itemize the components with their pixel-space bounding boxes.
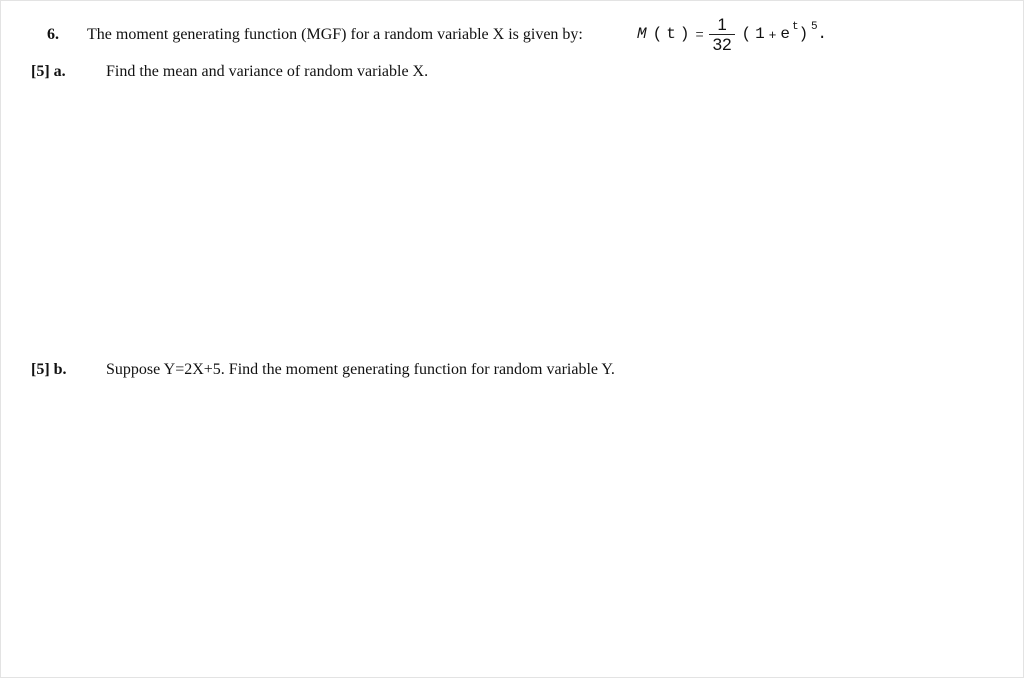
fraction-denominator: 32 (712, 34, 732, 54)
formula-outer-exponent: 5 (811, 20, 818, 32)
formula-plus: + (768, 26, 777, 42)
formula-close-paren: ) (679, 25, 690, 43)
formula-function-name: M (637, 25, 647, 43)
fraction-numerator: 1 (717, 14, 727, 34)
part-b-label: [5] b. (31, 361, 67, 378)
formula-equals: = (695, 26, 704, 42)
part-b-text: Suppose Y=2X+5. Find the moment generating function for random variable Y. (106, 361, 615, 378)
formula-base-exponent: t (791, 21, 799, 33)
formula-open-paren: ( (652, 25, 663, 43)
formula-paren-close: ) (798, 25, 809, 43)
part-a-text: Find the mean and variance of random variable X. (106, 63, 429, 80)
part-a-label: [5] a. (31, 63, 66, 80)
formula-variable: t (666, 25, 676, 43)
formula-base: e (780, 25, 790, 43)
formula-one: 1 (755, 25, 765, 43)
formula-paren-open: ( (741, 25, 752, 43)
mgf-formula (637, 8, 827, 60)
question-text: The moment generating function (MGF) for a random variable X is given by: (87, 26, 583, 43)
formula-period: . (817, 25, 827, 43)
formula-fraction (709, 15, 736, 54)
question-number: 6. (47, 26, 59, 43)
